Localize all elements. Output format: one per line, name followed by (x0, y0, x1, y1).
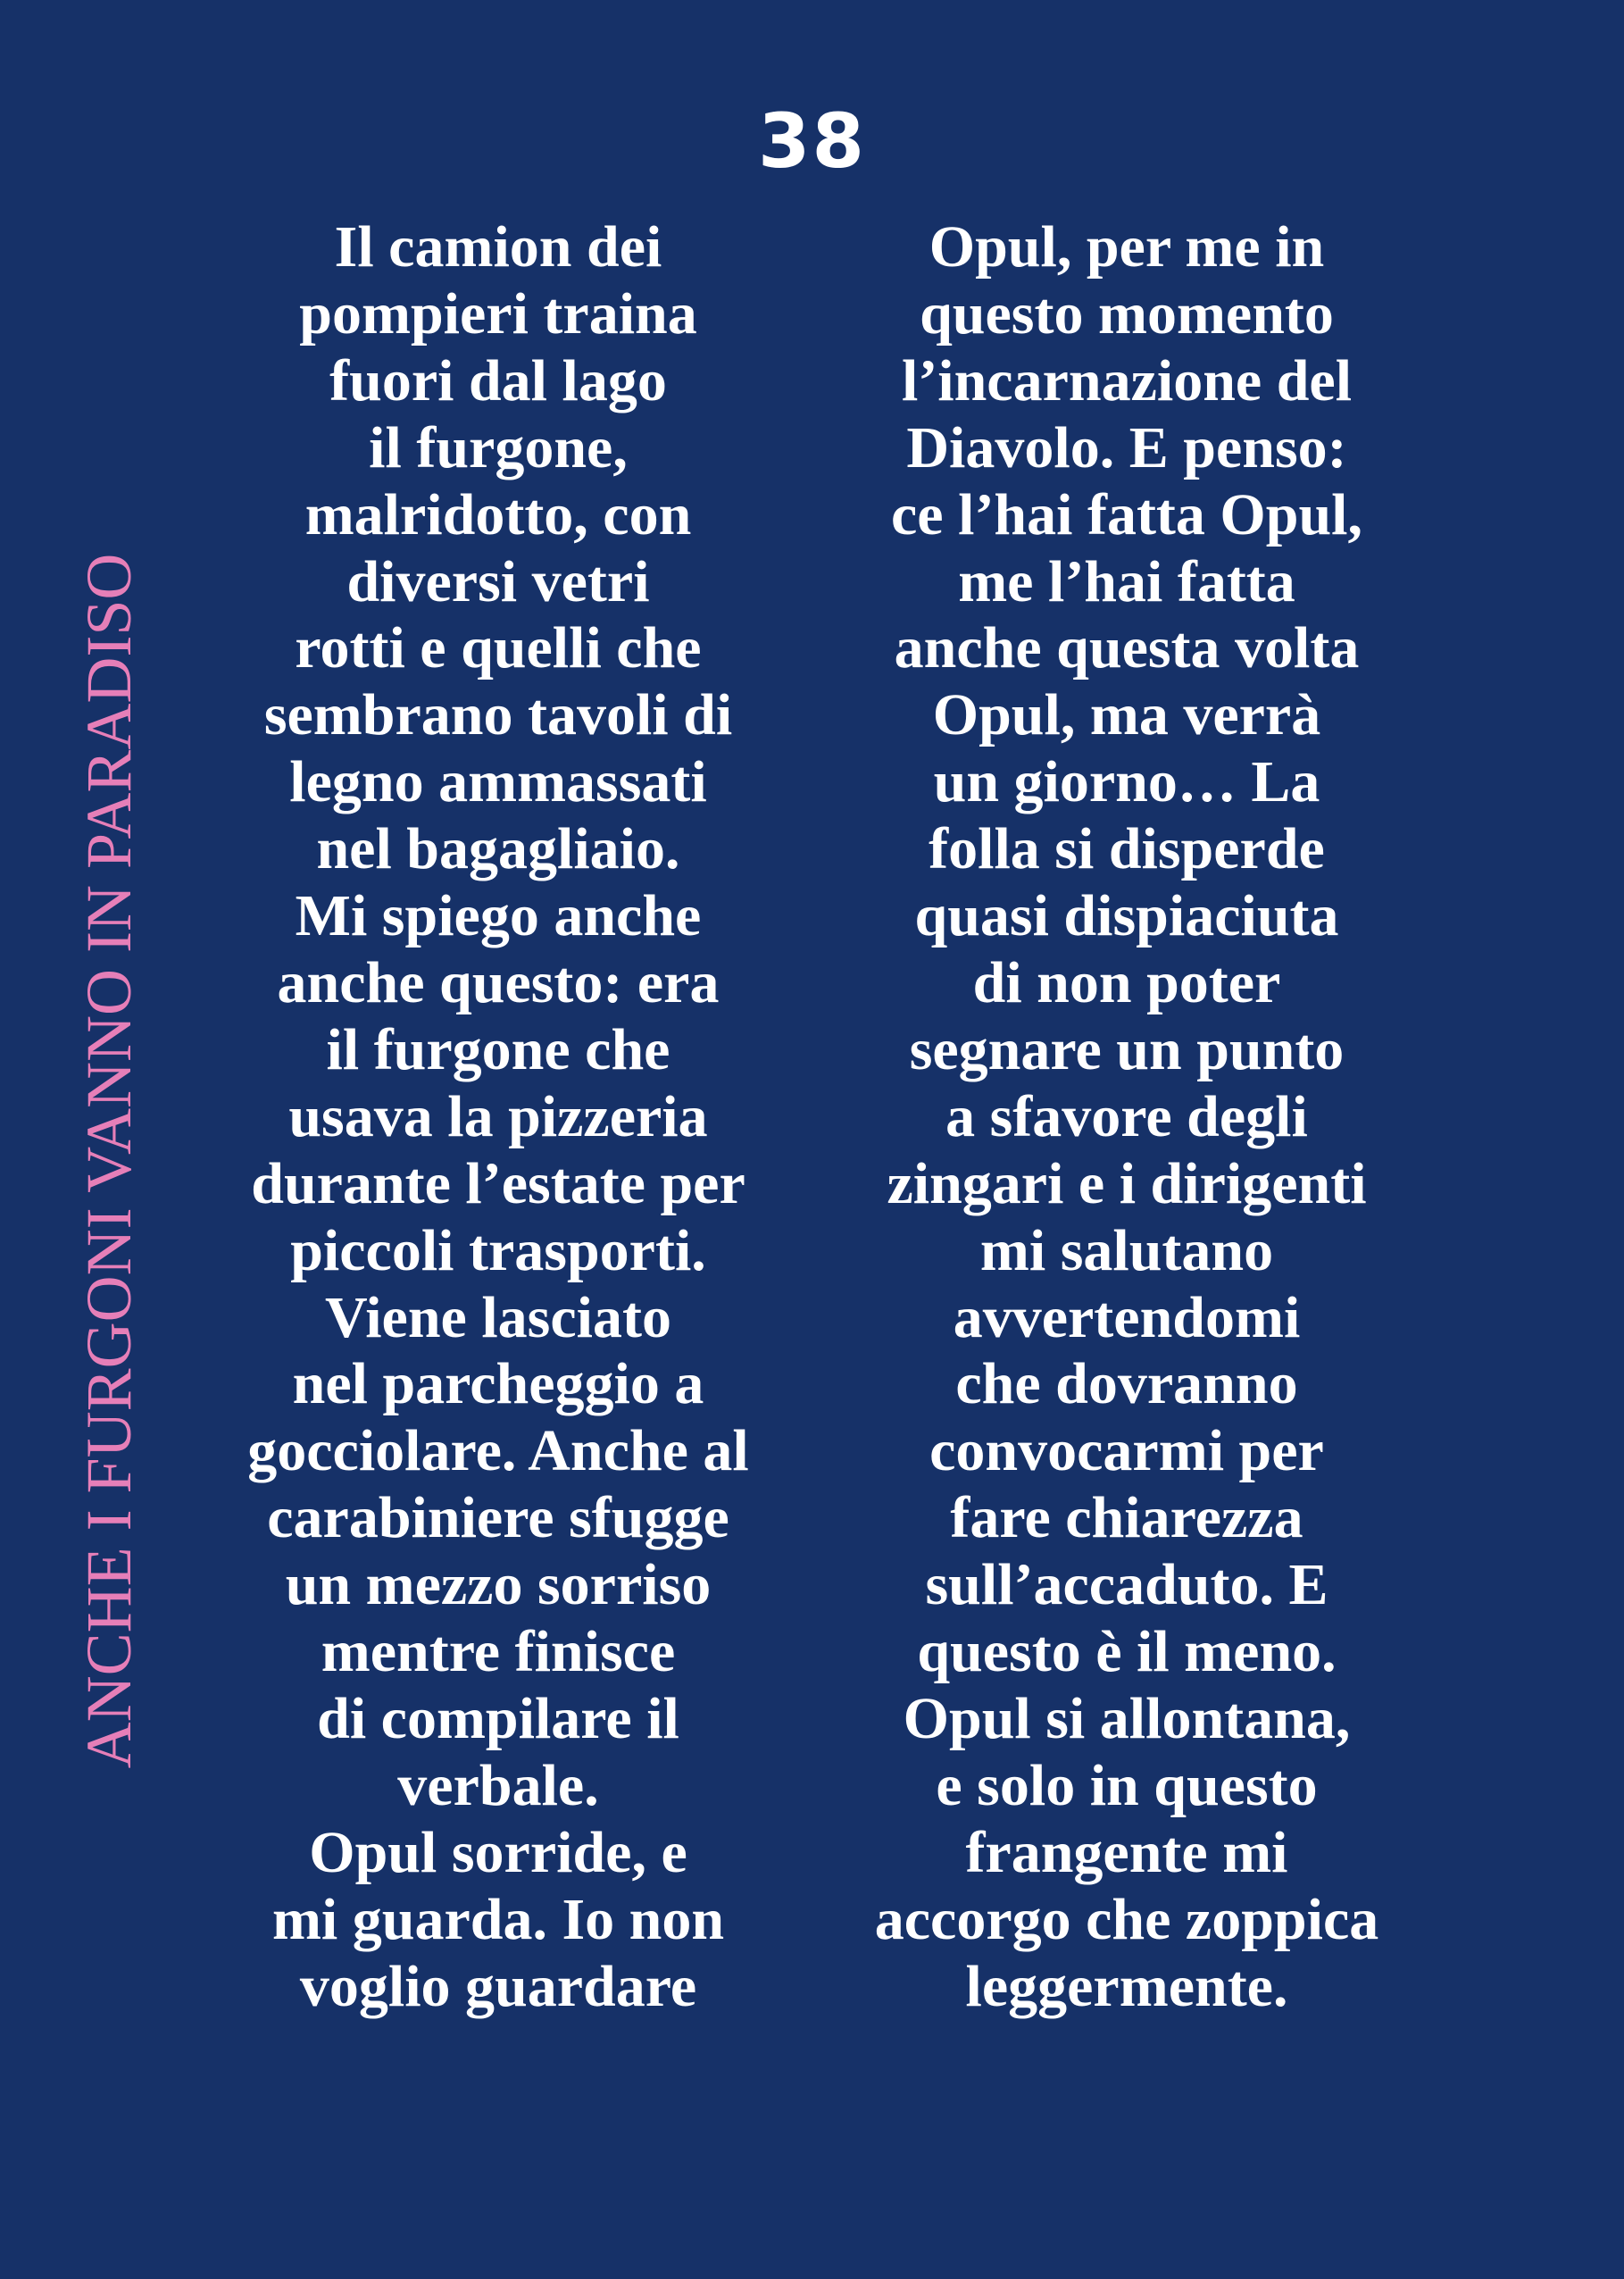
text-line: a sfavore degli (945, 1083, 1308, 1149)
text-line: Il camion dei (334, 214, 662, 280)
text-line: l’incarnazione del (901, 347, 1353, 413)
text-line: anche questo: era (277, 949, 720, 1015)
text-line: Diavolo. E penso: (906, 414, 1347, 480)
text-line: sembrano tavoli di (263, 682, 733, 748)
page-number: 38 (758, 97, 866, 185)
text-line: un giorno… La (933, 749, 1320, 815)
text-line: ce l’hai fatta Opul, (891, 481, 1362, 547)
text-line: carabiniere sfugge (267, 1485, 729, 1551)
text-line: piccoli trasporti. (290, 1217, 706, 1283)
text-line: mentre finisce (321, 1619, 676, 1685)
text-line: usava la pizzeria (288, 1083, 708, 1149)
text-line: che dovranno (955, 1351, 1298, 1417)
text-line: voglio guardare (299, 1953, 697, 2019)
text-line: Viene lasciato (325, 1284, 671, 1350)
text-line: quasi dispiaciuta (914, 883, 1339, 949)
text-column-right (832, 214, 1421, 2020)
text-line: il furgone, (369, 414, 628, 480)
running-title: ANCHE I FURGONI VANNO IN PARADISO (73, 553, 145, 1769)
text-line: zingari e i dirigenti (887, 1150, 1367, 1216)
text-line: leggermente. (965, 1953, 1288, 2019)
text-line: pompieri traina (299, 280, 697, 346)
text-line: questo momento (920, 280, 1334, 346)
text-line: rotti e quelli che (295, 615, 702, 681)
text-line: di compilare il (317, 1685, 679, 1751)
text-line: questo è il meno. (917, 1619, 1337, 1685)
text-line: fuori dal lago (329, 347, 667, 413)
text-line: diversi vetri (346, 548, 650, 614)
text-line: il furgone che (326, 1016, 670, 1082)
text-line: un mezzo sorriso (285, 1552, 712, 1618)
text-line: segnare un punto (909, 1016, 1345, 1082)
text-line: gocciolare. Anche al (247, 1418, 749, 1484)
text-line: verbale. (397, 1752, 599, 1818)
text-line: Opul si allontana, (903, 1685, 1351, 1751)
text-line: mi salutano (979, 1217, 1274, 1283)
text-line: Opul sorride, e (309, 1819, 687, 1885)
text-column-left (204, 214, 793, 2020)
text-line: folla si disperde (929, 816, 1325, 882)
text-line: mi guarda. Io non (271, 1886, 725, 1952)
text-line: Opul, per me in (929, 214, 1325, 280)
text-line: avvertendomi (953, 1284, 1301, 1350)
text-line: frangente mi (965, 1819, 1288, 1885)
text-line: accorgo che zoppica (874, 1886, 1379, 1952)
text-line: fare chiarezza (950, 1485, 1303, 1551)
text-line: legno ammassati (289, 749, 707, 815)
text-line: Opul, ma verrà (932, 682, 1321, 748)
text-line: anche questa volta (894, 615, 1360, 681)
text-line: e solo in questo (936, 1752, 1318, 1818)
text-line: durante l’estate per (251, 1150, 745, 1216)
text-line: nel bagagliaio. (316, 816, 680, 882)
text-line: convocarmi per (929, 1418, 1324, 1484)
text-line: malridotto, con (304, 481, 692, 547)
text-line: di non poter (972, 949, 1281, 1015)
text-line: sull’accaduto. E (925, 1552, 1328, 1618)
text-line: nel parcheggio a (292, 1351, 704, 1417)
text-line: Mi spiego anche (295, 883, 702, 949)
text-line: me l’hai fatta (958, 548, 1295, 614)
